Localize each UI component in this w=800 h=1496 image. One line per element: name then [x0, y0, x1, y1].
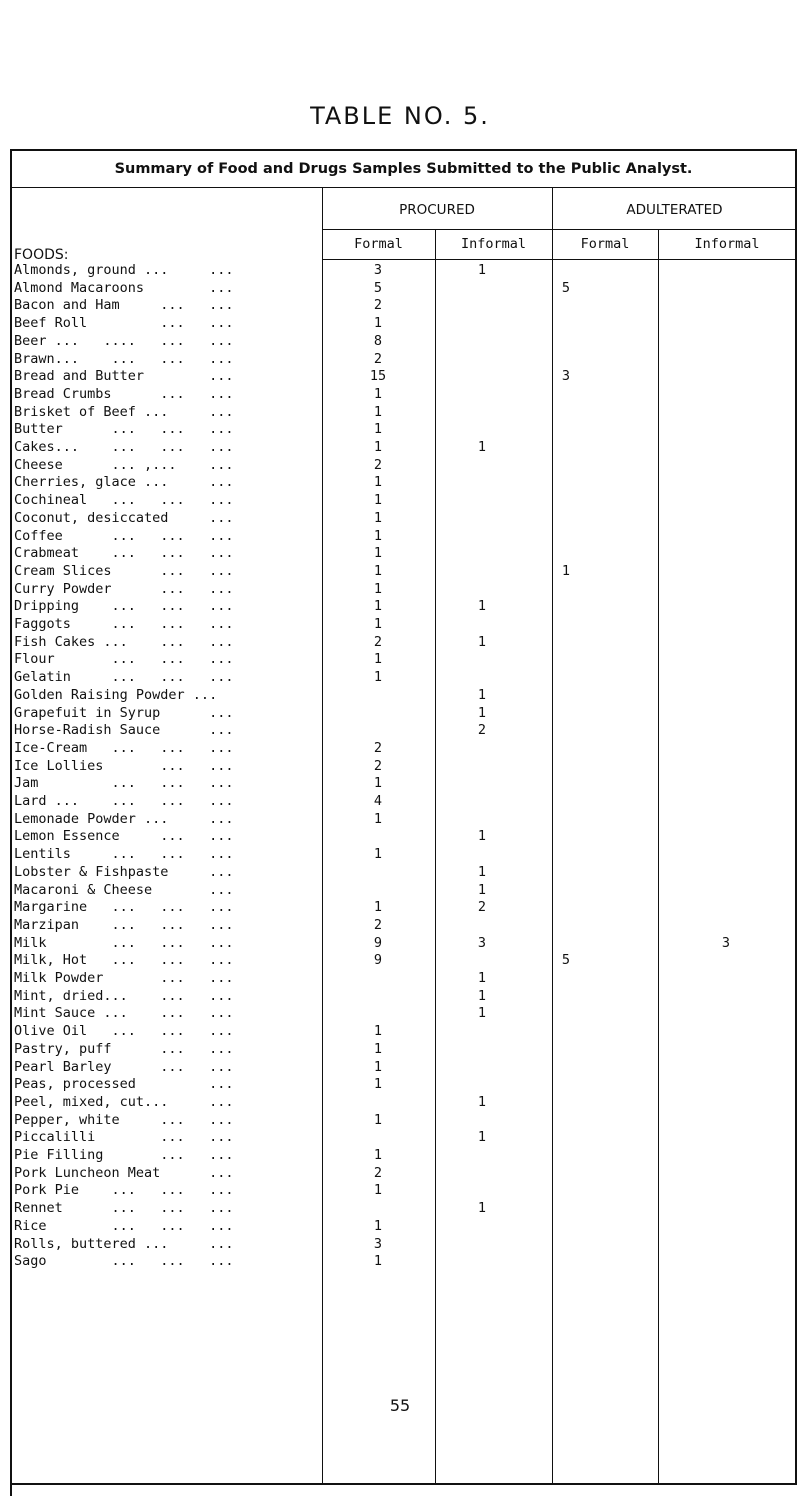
table-row	[0, 262, 800, 280]
table-row	[0, 1218, 800, 1236]
table-row	[0, 492, 800, 510]
cell-pf: 1	[373, 1147, 383, 1163]
table-row	[0, 917, 800, 935]
cell-pf: 1	[373, 1182, 383, 1199]
cell-pf: 1	[373, 580, 383, 597]
cell-pf: 2	[373, 350, 383, 367]
column-header-rule	[322, 259, 797, 260]
header-procured-informal: Informal	[460, 236, 527, 252]
food-name: Milk Powder ... ...	[14, 970, 234, 986]
food-name: Milk, Hot ... ... ...	[14, 952, 234, 969]
cell-pf: 1	[373, 403, 383, 420]
table-row	[0, 315, 800, 333]
table-row	[0, 404, 800, 422]
group-header-rule	[322, 229, 797, 230]
food-name: Margarine ... ... ...	[14, 899, 234, 916]
cell-pf: 1	[373, 598, 383, 615]
cell-pi: 1	[477, 598, 487, 615]
cell-pf: 1	[373, 899, 383, 916]
food-name: Ice Lollies ... ...	[14, 757, 234, 774]
table-row	[0, 758, 800, 776]
cell-pi: 1	[477, 686, 487, 703]
cell-pf: 2	[373, 739, 383, 756]
table-row	[0, 1041, 800, 1059]
table-row	[0, 280, 800, 298]
table-subtitle-text: Summary of Food and Drugs Samples Submitted to the Public Analyst.	[114, 161, 693, 177]
food-name: Crabmeat ... ... ...	[14, 545, 234, 562]
cell-pf: 1	[373, 562, 383, 579]
cell-af: 3	[561, 368, 571, 385]
food-name: Peel, mixed, cut... ...	[14, 1093, 234, 1110]
table-row	[0, 421, 800, 439]
table-row	[0, 899, 800, 917]
cell-pf: 8	[373, 332, 383, 349]
cell-pf: 2	[373, 297, 383, 314]
table-row	[0, 775, 800, 793]
cell-ai: 3	[721, 934, 731, 951]
table-row	[0, 846, 800, 864]
cell-pi: 1	[477, 970, 487, 986]
cell-pf: 2	[373, 916, 383, 933]
table-row	[0, 510, 800, 528]
food-name: Brawn... ... ... ...	[14, 350, 234, 367]
table-row	[0, 1094, 800, 1112]
food-name: Macaroni & Cheese ...	[14, 881, 234, 898]
food-name: Bread Crumbs ... ...	[14, 385, 234, 402]
food-name: Brisket of Beef ... ...	[14, 403, 234, 420]
food-name: Olive Oil ... ... ...	[14, 1023, 234, 1040]
table-row	[0, 1253, 800, 1271]
foods-label: FOODS:	[14, 247, 69, 263]
cell-pf: 1	[373, 669, 383, 686]
food-name: Lemonade Powder ... ...	[14, 810, 234, 827]
cell-pf: 1	[373, 810, 383, 827]
cell-pf: 3	[373, 262, 383, 278]
table-row	[0, 297, 800, 315]
cell-pf: 1	[373, 492, 383, 509]
cell-af: 1	[561, 562, 571, 579]
food-name: Beef Roll ... ...	[14, 315, 234, 332]
cell-pi: 1	[477, 1005, 487, 1022]
table-row	[0, 598, 800, 616]
bottom-border	[10, 1483, 797, 1485]
food-name: Piccalilli ... ...	[14, 1129, 234, 1146]
food-name: Sago ... ... ...	[14, 1253, 234, 1270]
food-name: Jam ... ... ...	[14, 775, 234, 792]
table-row	[0, 545, 800, 563]
table-title: TABLE NO. 5.	[310, 102, 490, 130]
food-name: Coconut, desiccated ...	[14, 509, 234, 526]
table-subtitle	[10, 149, 797, 188]
food-name: Beer ... .... ... ...	[14, 332, 234, 349]
cell-pi: 1	[477, 863, 487, 880]
table-row	[0, 651, 800, 669]
cell-pf: 1	[373, 846, 383, 863]
cell-pf: 2	[373, 456, 383, 473]
table-row	[0, 1147, 800, 1165]
table-row	[0, 1005, 800, 1023]
table-row	[0, 1059, 800, 1077]
header-procured-formal: Formal	[354, 236, 403, 252]
cell-pf: 1	[373, 651, 383, 668]
cell-pf: 1	[373, 527, 383, 544]
table-row	[0, 935, 800, 953]
food-name: Grapefuit in Syrup ...	[14, 704, 234, 721]
table-row	[0, 970, 800, 988]
table-row	[0, 457, 800, 475]
cell-pf: 15	[369, 368, 387, 385]
cell-pf: 1	[373, 1023, 383, 1040]
cell-pf: 1	[373, 1076, 383, 1093]
page-number: 55	[389, 1396, 411, 1415]
cell-pi: 2	[477, 722, 487, 739]
cell-pi: 1	[477, 1200, 487, 1217]
food-name: Pastry, puff ... ...	[14, 1040, 234, 1057]
table-row	[0, 864, 800, 882]
food-name: Fish Cakes ... ... ...	[14, 633, 234, 650]
cell-pi: 1	[477, 881, 487, 898]
food-name: Rolls, buttered ... ...	[14, 1235, 234, 1252]
food-name: Rennet ... ... ...	[14, 1200, 234, 1217]
cell-pf: 1	[373, 509, 383, 526]
table-row	[0, 634, 800, 652]
table-row	[0, 988, 800, 1006]
cell-pf: 1	[373, 1253, 383, 1270]
table-row	[0, 616, 800, 634]
cell-pf: 1	[373, 421, 383, 438]
cell-pf: 9	[373, 934, 383, 951]
cell-af: 5	[561, 952, 571, 969]
food-name: Lobster & Fishpaste ...	[14, 863, 234, 880]
cell-pf: 2	[373, 1164, 383, 1181]
food-name: Horse-Radish Sauce ...	[14, 722, 234, 739]
cell-pi: 1	[477, 439, 487, 455]
header-adulterated-informal: Informal	[694, 236, 760, 252]
food-name: Peas, processed ...	[14, 1076, 234, 1093]
food-name: Pepper, white ... ...	[14, 1111, 234, 1128]
food-name: Coffee ... ... ...	[14, 527, 234, 544]
cell-pf: 2	[373, 757, 383, 774]
cell-pf: 1	[373, 545, 383, 562]
food-name: Bread and Butter ...	[14, 368, 234, 385]
table-row	[0, 563, 800, 581]
table-row	[0, 351, 800, 369]
table-row	[0, 1129, 800, 1147]
table-row	[0, 882, 800, 900]
cell-pf: 1	[373, 1040, 383, 1057]
cell-pf: 3	[373, 1235, 383, 1252]
food-name: Pork Luncheon Meat ...	[14, 1164, 234, 1181]
food-name: Faggots ... ... ...	[14, 616, 234, 632]
food-name: Lemon Essence ... ...	[14, 828, 234, 845]
table-row	[0, 368, 800, 386]
table-row	[0, 386, 800, 404]
header-adulterated: ADULTERATED	[626, 202, 723, 218]
food-name: Cheese ... ,... ...	[14, 456, 234, 473]
cell-pi: 3	[477, 934, 487, 951]
food-name: Bacon and Ham ... ...	[14, 297, 234, 314]
cell-pf: 1	[373, 1058, 383, 1075]
cell-pi: 1	[477, 987, 487, 1004]
food-name: Cream Slices ... ...	[14, 562, 234, 579]
cell-pi: 1	[477, 1093, 487, 1110]
cell-pf: 5	[373, 279, 383, 296]
table-row	[0, 1200, 800, 1218]
table-row	[0, 1112, 800, 1130]
table-row	[0, 722, 800, 740]
food-name: Pie Filling ... ...	[14, 1147, 234, 1163]
table-row	[0, 793, 800, 811]
table-row	[0, 952, 800, 970]
table-row	[0, 333, 800, 351]
cell-pf: 1	[373, 439, 383, 455]
food-name: Gelatin ... ... ...	[14, 669, 234, 686]
cell-pf: 1	[373, 474, 383, 491]
cell-pf: 9	[373, 952, 383, 969]
cell-pf: 1	[373, 315, 383, 332]
food-name: Mint Sauce ... ... ...	[14, 1005, 234, 1022]
cell-pi: 2	[477, 899, 487, 916]
table-row	[0, 740, 800, 758]
cell-pf: 4	[373, 793, 383, 809]
food-name: Cherries, glace ... ...	[14, 474, 234, 491]
food-name: Butter ... ... ...	[14, 421, 234, 438]
cell-af: 5	[561, 279, 571, 296]
header-procured: PROCURED	[399, 202, 475, 218]
table-row	[0, 474, 800, 492]
food-name: Curry Powder ... ...	[14, 580, 234, 597]
food-name: Marzipan ... ... ...	[14, 916, 234, 933]
table-row	[0, 687, 800, 705]
table-row	[0, 669, 800, 687]
header-adulterated-formal: Formal	[580, 236, 630, 252]
table-row	[0, 528, 800, 546]
food-name: Almond Macaroons ...	[14, 279, 234, 296]
table-row	[0, 1165, 800, 1183]
food-name: Ice-Cream ... ... ...	[14, 739, 234, 756]
food-name: Rice ... ... ...	[14, 1217, 234, 1234]
food-name: Flour ... ... ...	[14, 651, 234, 668]
cell-pf: 2	[373, 633, 383, 650]
cell-pi: 1	[477, 1129, 487, 1146]
table-row	[0, 1076, 800, 1094]
table-row	[0, 439, 800, 457]
food-name: Golden Raising Powder ...	[14, 686, 218, 703]
cell-pi: 1	[477, 633, 487, 650]
table-row	[0, 811, 800, 829]
food-name: Dripping ... ... ...	[14, 598, 234, 615]
food-name: Pork Pie ... ... ...	[14, 1182, 234, 1199]
cell-pf: 1	[373, 1217, 383, 1234]
cell-pf: 1	[373, 1111, 383, 1128]
cell-pi: 1	[477, 828, 487, 845]
table-row	[0, 1182, 800, 1200]
table-row	[0, 581, 800, 599]
food-name: Milk ... ... ...	[14, 934, 234, 951]
food-name: Mint, dried... ... ...	[14, 987, 234, 1004]
food-name: Lentils ... ... ...	[14, 846, 234, 863]
table-row	[0, 1236, 800, 1254]
food-name: Lard ... ... ... ...	[14, 793, 234, 809]
table-row	[0, 1023, 800, 1041]
table-row	[0, 705, 800, 723]
food-name: Almonds, ground ... ...	[14, 262, 234, 278]
food-name: Pearl Barley ... ...	[14, 1058, 234, 1075]
food-name: Cakes... ... ... ...	[14, 439, 234, 455]
table-row	[0, 828, 800, 846]
cell-pi: 1	[477, 262, 487, 278]
cell-pf: 1	[373, 385, 383, 402]
food-name: Cochineal ... ... ...	[14, 492, 234, 509]
cell-pi: 1	[477, 704, 487, 721]
cell-pf: 1	[373, 616, 383, 632]
cell-pf: 1	[373, 775, 383, 792]
